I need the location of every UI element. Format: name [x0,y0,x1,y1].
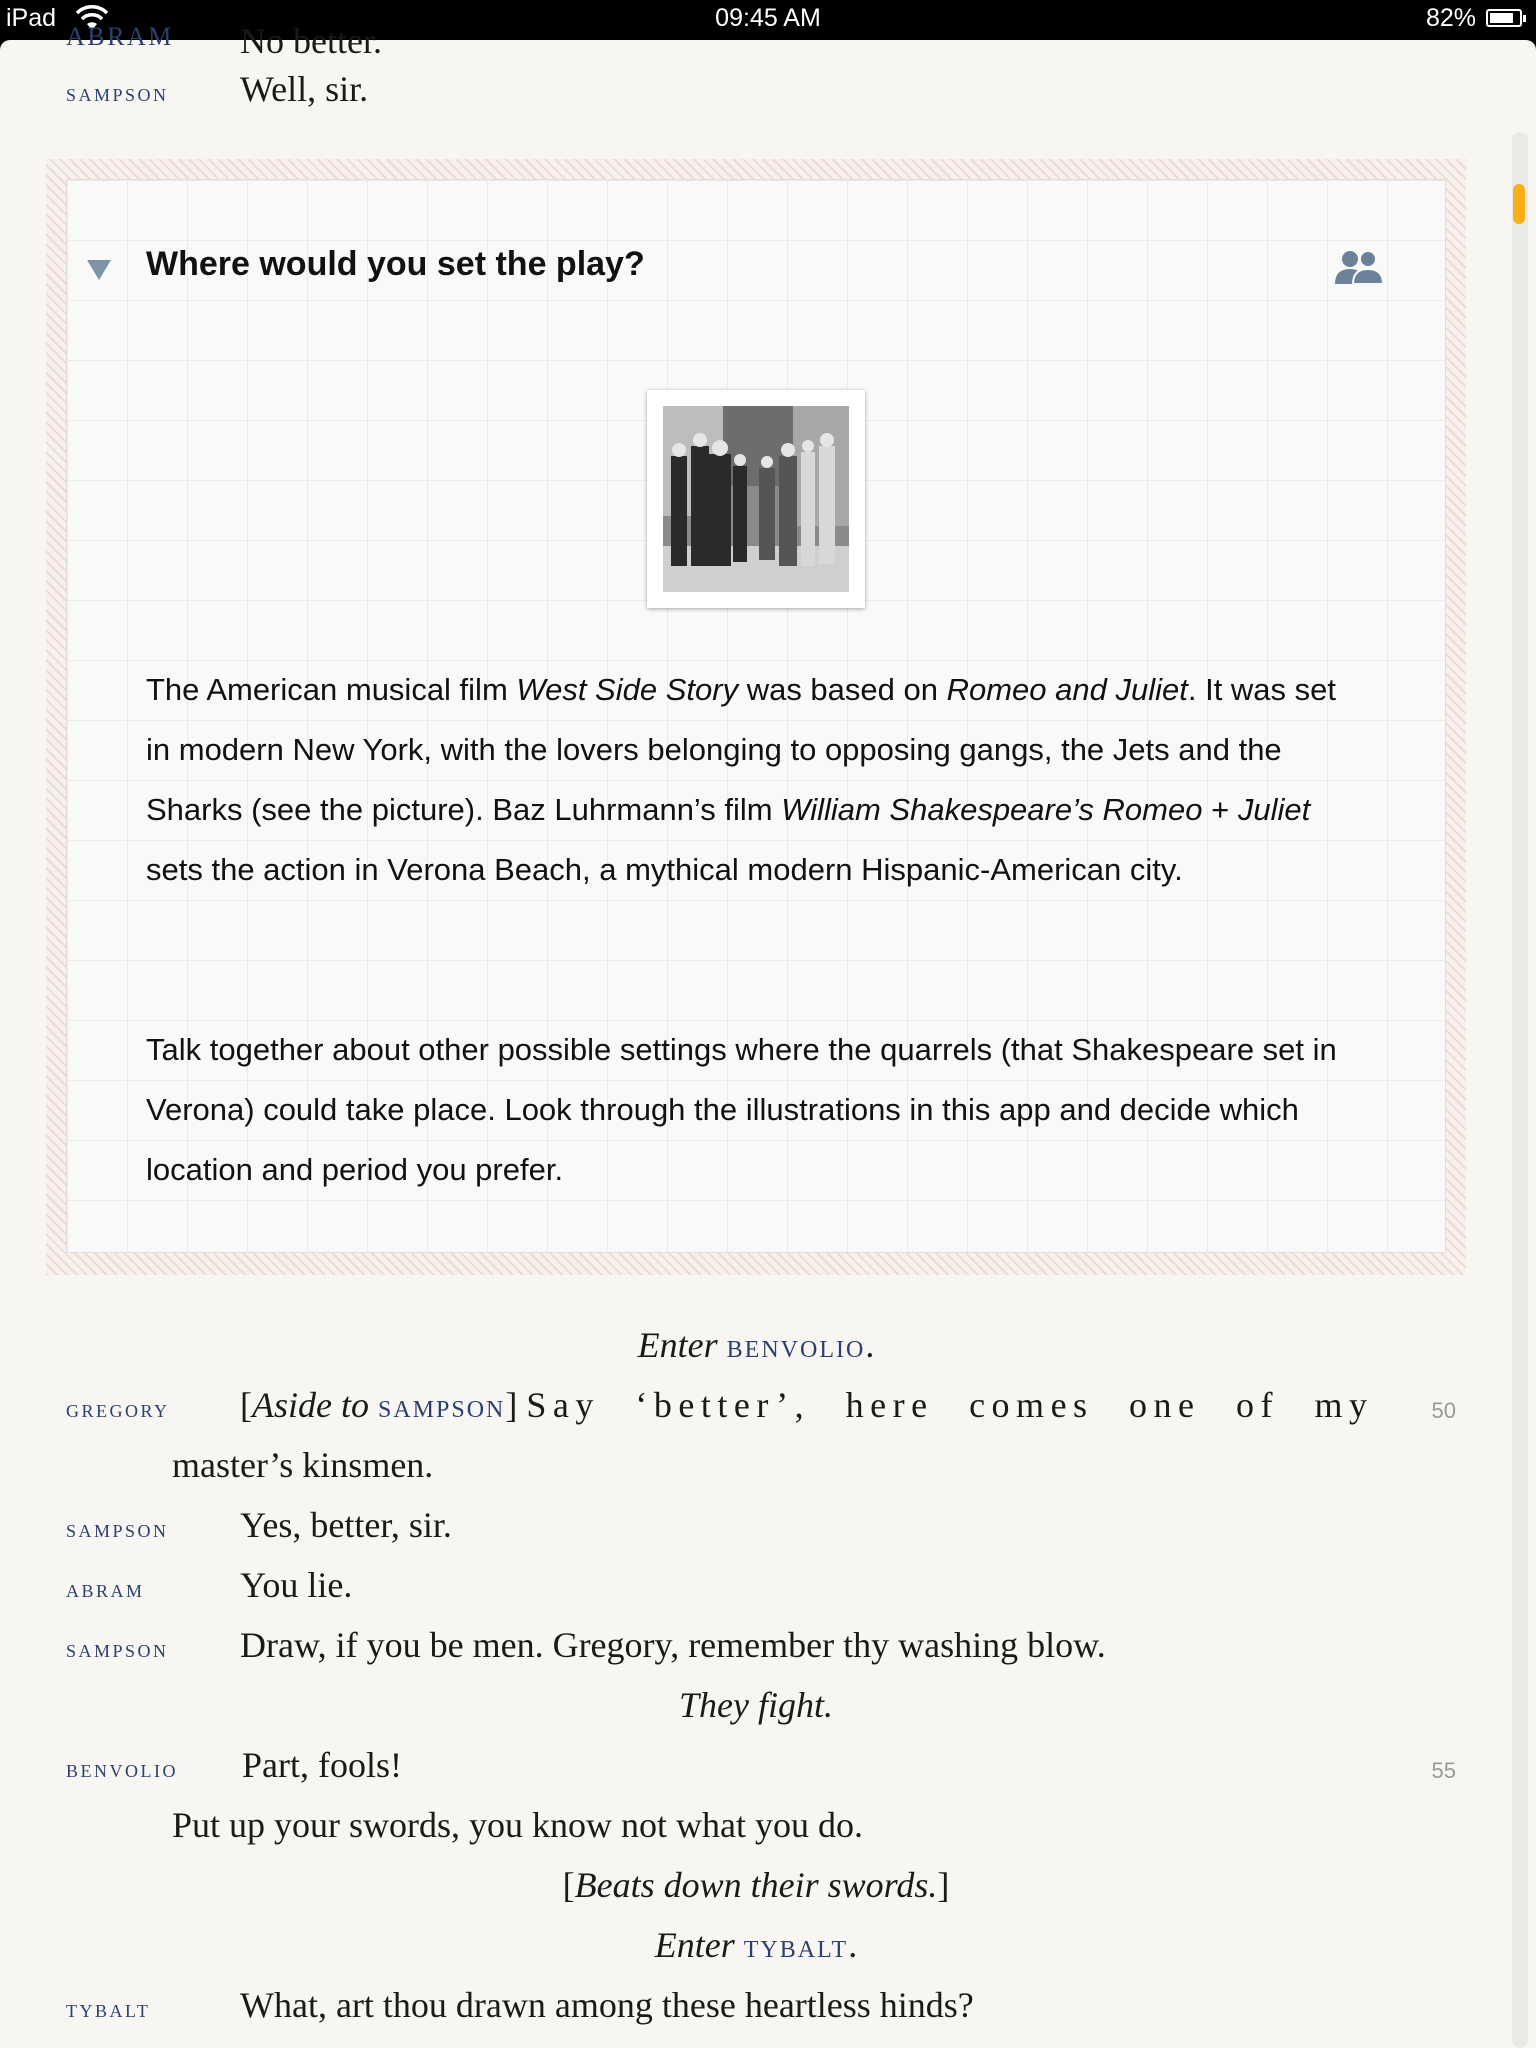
film-title-juliet: Juliet [1237,792,1311,827]
west-side-story-photo[interactable] [647,390,865,608]
dialogue-line-gregory: [Aside to sampson] Say ‘better’, here comes one of my [240,1385,1374,1425]
line-number: 50 [1431,1398,1456,1423]
speaker-tybalt: tybalt [66,1994,151,2023]
speaker-sampson: sampson [66,1514,169,1543]
speaker-sampson: sampson [66,78,169,107]
dialogue-line-cont: Put up your swords, you know not what you do. [172,1805,863,1845]
note-text: sets the action in Verona Beach, a mythical modern Hispanic-American city. [146,852,1183,887]
dialogue-line: You lie. [240,1565,353,1605]
speaker-benvolio: benvolio [66,1754,178,1783]
stage-direction-aside: Aside to [252,1385,369,1425]
note-text: was based on [738,672,947,707]
battery-percent: 82% [1425,4,1476,32]
stage-direction-word: Enter [637,1325,718,1365]
character-name: benvolio [726,1328,866,1365]
dialogue-line-gregory-cont: master’s kinsmen. [172,1445,434,1485]
gang-photo-image [663,406,849,592]
battery-icon [1486,9,1522,27]
speaker-abram: abram [66,1574,145,1603]
film-title-west-side-story: West Side Story [516,672,739,707]
stage-direction-swords: [Beats down their swords.] [562,1865,950,1905]
speaker-sampson: sampson [66,1634,169,1663]
speaker-abram-cutoff: ABRAM [66,22,174,51]
scrollbar-track[interactable] [1512,132,1528,2048]
stage-direction-fight: They fight. [679,1685,833,1725]
note-text: The American musical film [146,672,517,707]
scrollbar-thumb[interactable] [1513,184,1525,224]
character-name: tybalt [743,1928,849,1965]
dialogue-line: Yes, better, sir. [240,1505,452,1545]
group-discussion-icon[interactable] [1333,250,1385,286]
note-title: Where would you set the play? [146,245,645,283]
dialogue-line: What, art thou drawn among these heartless hinds? [240,1985,974,2025]
stage-direction-enter-benvolio: Enter benvolio. [637,1325,875,1365]
stage-direction-word: Enter [654,1925,735,1965]
stage-direction-enter-tybalt: Enter tybalt. [654,1925,858,1965]
character-name: sampson [377,1388,506,1425]
line-cutoff: No better. [240,21,382,61]
film-title-luhrmann: William Shakespeare’s Romeo [781,792,1203,827]
note-paragraph-1 [146,660,1346,900]
note-paragraph-2: Talk together about other possible settings where the quarrels (that Shakespeare set in Verona) could take place. Look through the illustrations in this app and decide which location and period you prefer. [146,1032,1337,1187]
note-panel [66,179,1446,1253]
dialogue-line: Part, fools! [242,1745,402,1785]
dialogue-line: Well, sir. [240,69,369,109]
play-page[interactable] [0,21,1536,2048]
status-bar [0,0,1536,40]
stage-direction-text: Beats down their swords. [574,1865,938,1905]
note-text: . It was set in modern New York, with the lovers belonging to opposing gangs, the Jets and the Sharks (see the picture). Baz Luhrmann’s film [146,672,1337,827]
battery-fill [1490,13,1513,23]
line-number: 55 [1431,1758,1456,1783]
dialogue-line: Draw, if you be men. Gregory, remember thy washing blow. [240,1625,1106,1665]
collapse-triangle-icon[interactable] [87,260,111,280]
clock: 09:45 AM [715,4,821,32]
device-name: iPad [6,4,57,32]
dialogue-text: Say ‘better’, here comes one of my [526,1385,1374,1425]
speaker-gregory: gregory [66,1394,170,1423]
play-title: Romeo and Juliet [946,672,1188,707]
note-panel-border [46,159,1466,1275]
note-text: + [1202,792,1238,827]
